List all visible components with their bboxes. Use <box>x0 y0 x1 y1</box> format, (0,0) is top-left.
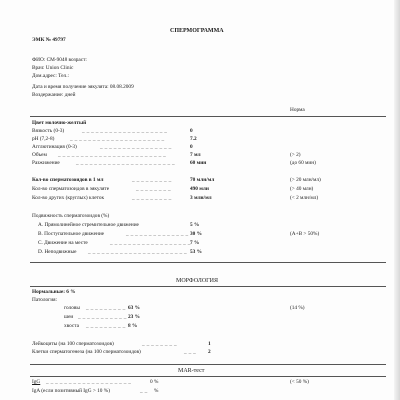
address-line: Дом.адрес: Тел.: <box>32 73 69 79</box>
morphology-title: МОРФОЛОГИЯ <box>176 278 218 284</box>
param-row-label: Цвет молочно-желтый <box>32 120 87 126</box>
conc-row-value: 3 млн/мл <box>190 195 212 201</box>
spermatogenesis-label: Клетки сперматогенеза (на 100 сперматозоидов) <box>32 349 141 355</box>
param-row-norm: (до 60 мин) <box>290 160 316 166</box>
section-divider <box>30 262 386 263</box>
morph-row-value: 23 % <box>128 314 140 320</box>
iga-label: IgA (если позитивный IgG > 10 %) <box>32 388 110 394</box>
document-title: СПЕРМОГРАММА <box>170 28 224 34</box>
leader-dots: _ _ _ _ _ _ _ _ _ _ _ _ _ _ _ _ _ _ _ _ _ <box>70 136 165 142</box>
morph-pathology-label: Патология: <box>32 297 58 303</box>
page-edge-shadow <box>394 0 400 400</box>
motility-norm: (А+В > 50%) <box>290 231 320 237</box>
param-row-label: pH (7,2-8) <box>32 136 55 142</box>
morph-normal: Нормальные: 6 % <box>32 289 76 295</box>
param-row-label: Объем <box>32 152 47 158</box>
leukocytes-value: 1 <box>208 341 211 347</box>
conc-row-label: Кол-во сперматозоидов в 1 мл <box>32 177 104 183</box>
section-divider <box>30 286 386 287</box>
motility-row-value: 53 % <box>190 249 202 255</box>
morph-row-label: хвоста <box>64 323 79 329</box>
param-row-value: 7 мл <box>190 152 201 158</box>
leader-dots: _ _ _ _ _ _ _ _ _ <box>132 177 172 183</box>
motility-row-label: А. Прямолинейное стремительное движение <box>38 222 139 228</box>
igg-label: IgG <box>32 379 41 385</box>
conc-row-label: Кол-во других (круглых) клеток <box>32 195 105 201</box>
igg-value: 0 % <box>150 379 159 385</box>
motility-header: Подвижность сперматозоидов (%) <box>32 213 110 219</box>
conc-row-norm: (< 2 млн/мл) <box>290 195 319 201</box>
leader-dots: _ _ _ _ _ _ _ _ <box>136 186 171 192</box>
morph-norm: (14 %) <box>290 305 305 311</box>
param-row-value: 0 <box>190 128 193 134</box>
motility-row-value: 7 % <box>190 240 200 246</box>
leader-dots: _ _ _ _ _ _ _ _ _ _ _ <box>78 314 127 320</box>
morph-row-label: головы <box>64 305 80 311</box>
conc-row-norm: (> 40 млн) <box>290 186 314 192</box>
leader-dots: _ _ _ _ _ _ _ _ _ _ _ _ _ _ _ _ _ _ <box>110 240 191 246</box>
leader-dots: _ _ <box>140 388 148 394</box>
conc-row-value: 490 млн <box>190 186 209 192</box>
motility-row-value: 5 % <box>190 222 200 228</box>
param-row-label: Агглютинация (0-3) <box>32 144 77 150</box>
motility-row-label: С. Движение на месте <box>38 240 88 246</box>
leader-dots: _ _ _ _ _ _ _ _ _ _ _ _ _ _ _ _ _ _ _ _ _ _ <box>76 160 175 166</box>
leader-dots: _ _ _ _ _ _ _ _ _ <box>86 323 126 329</box>
norm-header: Норма <box>290 107 305 113</box>
motility-row-value: 30 % <box>190 231 202 237</box>
param-row-label: Разжижение <box>32 160 60 166</box>
abstinence-line: Воздержание: дней <box>32 92 76 98</box>
morph-row-value: 63 % <box>128 305 140 311</box>
leader-dots: _ _ _ _ _ _ _ _ _ _ _ _ _ _ _ _ _ _ _ _ _ _ <box>88 249 187 255</box>
conc-row-label: Кол-во сперматозоидов в эякуляте <box>32 186 110 192</box>
leukocytes-label: Лейкоциты (на 100 сперматозоидов) <box>32 341 114 347</box>
morph-row-label: шеи <box>64 314 74 320</box>
motility-row-label: D. Неподвижные <box>38 249 77 255</box>
leader-dots: _ _ _ _ _ _ _ _ _ _ _ _ _ _ _ _ _ _ _ _ _ _ _ _ <box>58 152 167 158</box>
mar-title: MAR-тест <box>178 368 205 374</box>
motility-row-label: В. Поступательное движение <box>38 231 105 237</box>
leader-dots: _ _ _ _ _ _ _ _ _ <box>86 305 126 311</box>
section-divider <box>30 364 386 365</box>
leader-dots: _ _ _ _ _ _ _ _ _ _ _ _ _ _ _ _ _ _ _ <box>46 379 132 385</box>
param-row-label: Вязкость (0-3) <box>32 128 65 134</box>
conc-row-value: 70 млн/мл <box>190 177 215 183</box>
igg-norm: (< 50 %) <box>290 379 309 385</box>
leader-dots: _ _ _ _ _ _ _ _ _ _ _ _ _ _ _ _ <box>100 144 172 150</box>
section-divider <box>30 376 386 377</box>
iga-value: % <box>154 388 159 394</box>
leader-dots: _ _ _ _ _ _ _ _ _ _ _ _ _ _ _ _ _ _ _ <box>82 128 168 134</box>
morph-row-value: 8 % <box>128 323 138 329</box>
patient-line: ФИО: CM-9048 возраст: <box>32 57 87 63</box>
leader-dots: _ _ _ _ _ _ _ _ _ _ _ _ _ _ <box>126 231 189 237</box>
param-row-norm: (> 2) <box>290 152 301 158</box>
conc-row-norm: (> 20 млн/мл) <box>290 177 321 183</box>
leader-dots: _ _ _ _ _ _ _ _ _ <box>132 195 172 201</box>
leader-dots: _ _ _ <box>184 349 197 355</box>
emk-number: ЭМК № 49797 <box>32 37 66 43</box>
doctor-line: Врач: Union Clinic <box>32 65 74 71</box>
leader-dots: _ _ _ _ _ _ _ _ <box>142 341 177 347</box>
header-divider <box>30 116 386 117</box>
param-row-value: 60 мин <box>190 160 207 166</box>
date-line: Дата и время получение эякулята: 08.08.2009 <box>32 84 134 90</box>
param-row-value: 0 <box>190 144 193 150</box>
spermatogenesis-value: 2 <box>208 349 211 355</box>
param-row-value: 7.2 <box>190 136 197 142</box>
